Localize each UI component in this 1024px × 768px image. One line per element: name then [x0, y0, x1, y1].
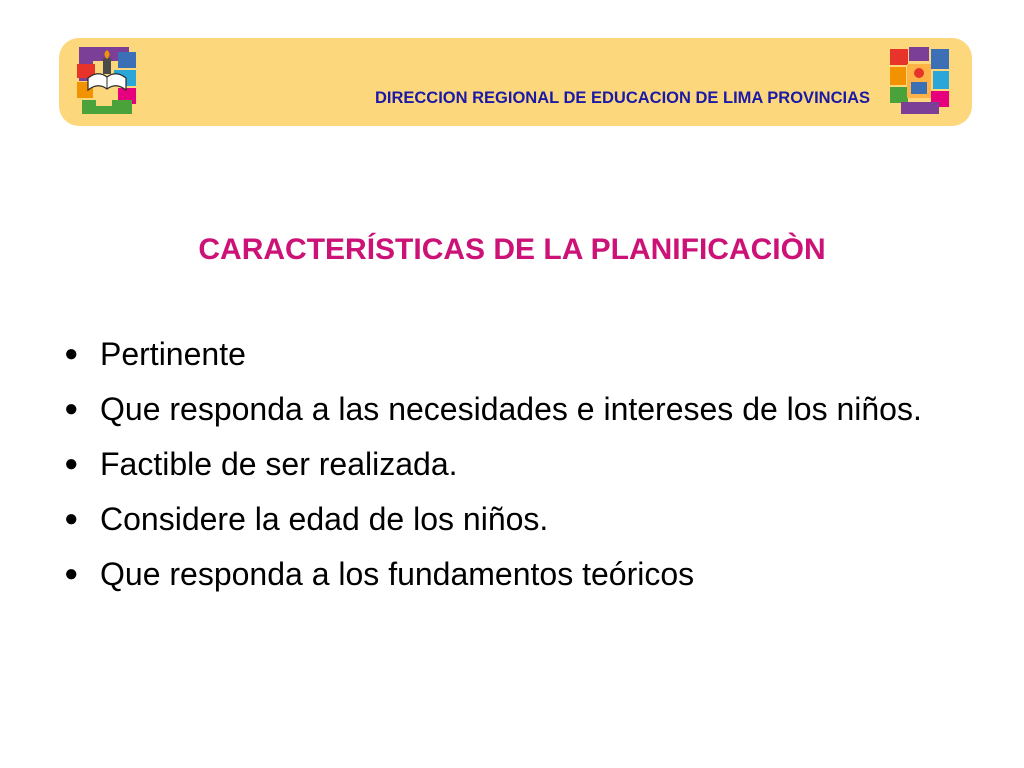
bullet-list: [60, 333, 960, 608]
bullet-icon: ●: [64, 395, 79, 422]
header-banner: [59, 38, 972, 126]
list-item: [60, 498, 960, 540]
slide-title: CARACTERÍSTICAS DE LA PLANIFICACIÒN: [198, 233, 826, 266]
bullet-text: Pertinente: [100, 336, 246, 372]
bullet-icon: ●: [64, 560, 79, 587]
education-book-logo-icon: [74, 44, 140, 118]
list-item: [60, 333, 960, 375]
regional-emblem-logo-icon: [887, 44, 953, 118]
list-item: [60, 553, 960, 595]
list-item: [60, 388, 960, 430]
bullet-text: Que responda a las necesidades e intereses de los niños.: [100, 391, 922, 427]
bullet-icon: ●: [64, 505, 79, 532]
bullet-icon: ●: [64, 340, 79, 367]
list-item: [60, 443, 960, 485]
bullet-icon: ●: [64, 450, 79, 477]
bullet-text: Que responda a los fundamentos teóricos: [100, 556, 695, 592]
header-title: DIRECCION REGIONAL DE EDUCACION DE LIMA PROVINCIAS: [374, 89, 870, 107]
bullet-text: Considere la edad de los niños.: [100, 501, 549, 537]
bullet-text: Factible de ser realizada.: [100, 446, 458, 482]
